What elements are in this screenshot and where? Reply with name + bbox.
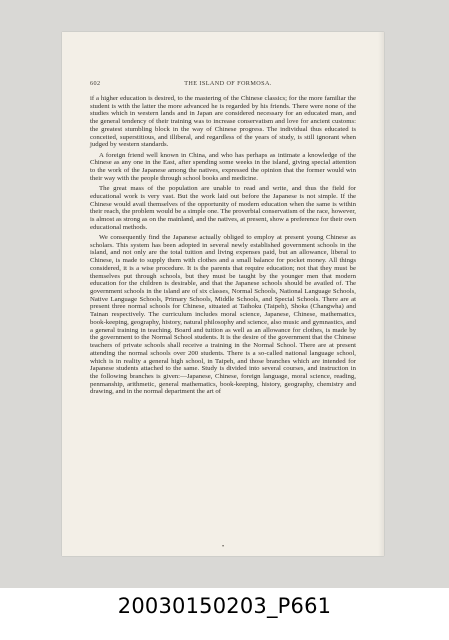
page-number: 602 xyxy=(90,80,101,87)
image-caption: 20030150203_P661 xyxy=(117,594,332,618)
footnote-mark: • xyxy=(221,544,225,550)
running-title: THE ISLAND OF FORMOSA. xyxy=(184,80,272,87)
paragraph-3: The great mass of the population are unable to read and write, and thus the field for educational work is very vast. But the work laid out before the Japanese is not simple. If the Chinese would avail themselves of the opportunity of modern education when the same is within their reach, the problem would be a simple one. The proverbial conservatism of the race, however, is almost as strong as on the mainland, and the natives, at present, show a preference for their own educational methods. xyxy=(90,185,356,231)
page-header xyxy=(90,80,366,90)
book-page xyxy=(62,32,384,556)
paragraph-1: if a higher education is desired, to the mastering of the Chinese classics; for the more familiar the student is with the latter the more advanced he is regarded by his friends. There were none of the studies which in western lands and in Japan are considered necessary for an educated man, and the general tendency of their training was to increase conservatism and love for ancient customs: the greatest stumbling block in the way of Chinese progress. The individual thus educated is conceited, superstitious, and illiberal, and regardless of the years of study, is still ignorant when judged by western standards. xyxy=(90,95,356,149)
paragraph-2: A foreign friend well known in China, and who has perhaps as intimate a knowledge of the Chinese as any one in the East, after spending some weeks in the island, giving special attention to the work of the Japanese among the natives, expressed the opinion that the former would win their way with the people through school books and medicine. xyxy=(90,151,356,182)
paragraph-4: We consequently find the Japanese actually obliged to employ at present young Chinese as scholars. This system has been adopted in several newly established government schools in the island, and not only are the total tuition and living expenses paid, but an allowance, liberal to Chinese, is made to supply them with clothes and a small balance for pocket money. All things considered, it is a wise procedure. It is the parents that require education; not that they must be themselves put through schools, but they must be taught by the younger men that modern education for the children is desirable, and that the Japanese schools should be availed of. The government schools in the island are of six classes, Normal Schools, National Language Schools, Native Language Schools, Primary Schools, Middle Schools, and Special Schools. There are at present three normal schools for Chinese, situated at Taihoku (Taipeh), Shoka (Changwha) and Tainan respectively. The curriculum includes moral science, Japanese, Chinese, mathematics, book-keeping, geography, history, natural philosophy and science, also music and gymnastics, and a general training in teaching. Board and tuition as well as an allowance for clothes, is made by the government to the Normal School students. It is the desire of the government that the Chinese teachers of private schools shall receive a training in the Normal School. There are at present attending the normal schools over 200 students. There is a so-called national language school, which is in reality a general high school, in Taipeh, and those branches which are intended for Japanese students attached to the same. Study is divided into several courses, and instruction in the following branches is given:—Japanese, Chinese, foreign language, moral science, reading, penmanship, arithmetic, general mathematics, book-keeping, history, geography, chemistry and drawing, and in the normal department the art of xyxy=(90,234,356,396)
page-body xyxy=(90,95,356,399)
